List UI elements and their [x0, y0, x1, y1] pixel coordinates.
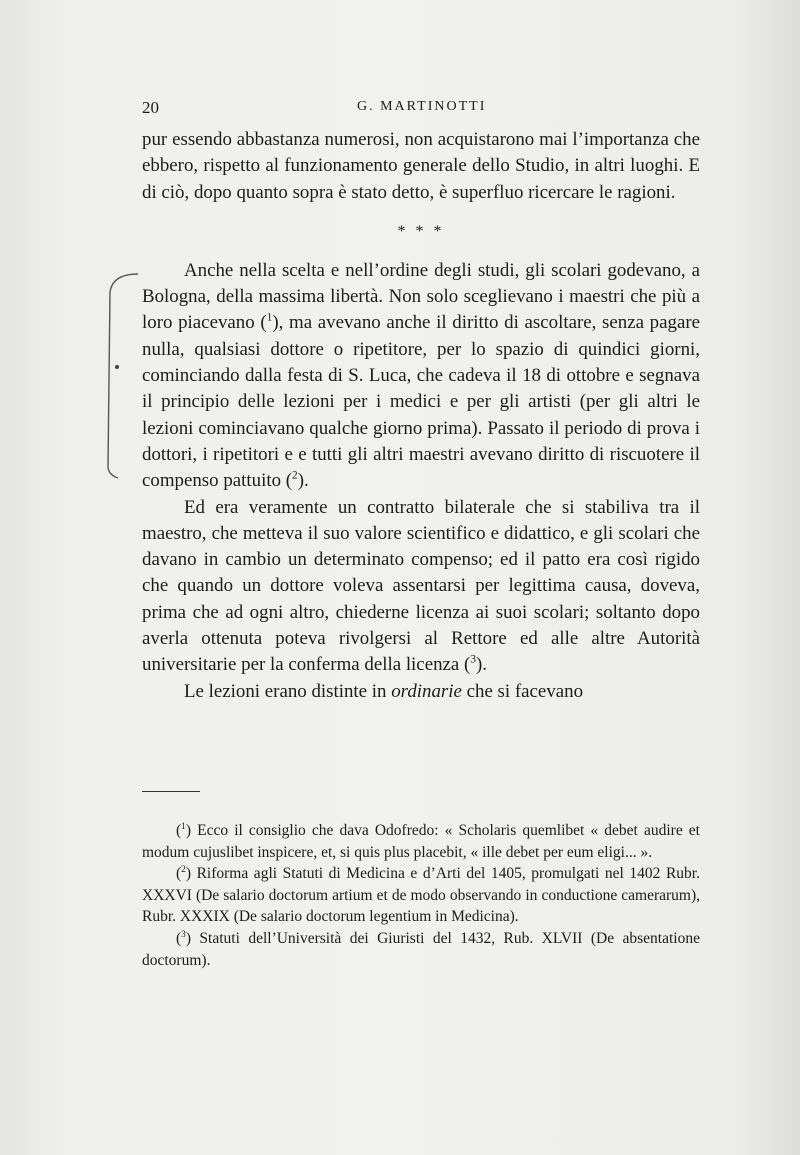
paragraph-3-text-b: ).: [475, 654, 487, 676]
paragraph-4-italic: ordinarie: [391, 680, 462, 702]
footnote-text: Ecco il consiglio che dava Odofredo: « Scholaris quemlibet « debet audire et modum cujuslibet inspicere, et, si quis plus placebit, « ille debet per eum eligi... ».: [142, 822, 700, 861]
footnote-ref-1: 1: [266, 312, 273, 325]
main-text: [142, 127, 700, 705]
footnote-text: Riforma agli Statuti di Medicina e d’Arti del 1405, promulgati nel 1402 Rubr. XXXVI (De salario doctorum artium et de modo observando in conductione camerarum), Rubr. XXXIX (De salario doctorum legentium in Medicina).: [142, 865, 700, 926]
footnotes: [142, 820, 700, 971]
footnote-text: Statuti dell’Università dei Giuristi del 1432, Rub. XLVII (De absentatione doctorum).: [142, 929, 700, 969]
footnote-mark: 2: [181, 865, 186, 876]
paragraph-3: [142, 495, 700, 679]
paragraph-1: pur essendo abbastanza numerosi, non acquistarono mai l’importanza che ebbero, rispetto al funzionamento generale dello Studio, in altri luoghi. E di ciò, dopo quanto sopra è stato detto, è superfluo ricercare le ragioni.: [142, 129, 700, 203]
paragraph-3-text-a: Ed era veramente un contratto bilaterale che si stabiliva tra il maestro, che metteva il suo valore scientifico e didattico, e gli scolari che davano in cambio un determinato compenso; ed il patto era così rigido che quando un dottore voleva assentarsi per legittima causa, doveva, prima che ad ogni altro, chiederne licenza ai suoi scolari; soltanto dopo averla ottenuta poteva rivolgersi al Rettore ed alle altre Autorità universitarie per la conferma della licenza (: [142, 496, 700, 676]
footnote: ($^2$) Riforma agli Statuti di Medicina e d’Arti del 1405, promulgati nel 1402 Rubr. XXXVI (De salario doctorum artium et de modo observando in conductione camerarum), Rubr. XXXIX (De salario doctorum legentium in Medicina).: [142, 865, 700, 926]
footnote-separator: [142, 791, 200, 792]
page-number: 20: [142, 98, 159, 117]
paragraph-2-text-a: Anche nella scelta e nell’ordine degli studi, gli scolari godevano, a Bologna, della massima libertà. Non solo sceglievano i maestri che più a loro piacevano (: [142, 259, 700, 334]
footnote: ($^1$) Ecco il consiglio che dava Odofredo: « Scholaris quemlibet « debet audire et modum cujuslibet inspicere, et, si quis plus placebit, « ille debet per eum eligi... ».: [142, 821, 700, 861]
paragraph-2: [142, 258, 700, 495]
section-asterism: * * *: [397, 222, 445, 240]
handwritten-margin-bracket-icon: [104, 270, 140, 480]
paragraph-4-text-a: Le lezioni erano distinte in: [184, 680, 392, 702]
paragraph-2-text-b: ), ma avevano anche il diritto di ascoltare, senza pagare nulla, qualsiasi dottore o ripetitore, per lo spazio di quindici giorni, cominciando dalla festa di S. Luca, che cadeva il 18 di ottobre e segnava il principio delle lezioni per i medici e per gli artisti (per gli altri le lezioni cominciavano qualche giorno prima). Passato il periodo di prova i dottori, i ripetitori e e tutti gli altri maestri avevano diritto di riscuotere il compenso pattuito (: [142, 312, 701, 492]
paragraph-4: [142, 679, 700, 705]
running-head-author: G. MARTINOTTI: [357, 99, 487, 114]
footnote-ref-2: 2: [292, 469, 298, 482]
running-head: [142, 98, 702, 122]
margin-dot: [115, 365, 119, 369]
footnote-ref-3: 3: [470, 654, 476, 667]
paragraph-4-text-b: che si facevano: [461, 680, 584, 702]
footnote-mark: 1: [181, 821, 186, 832]
footnote: ($^3$) Statuti dell’Università dei Giuristi del 1432, Rub. XLVII (De absentatione doctorum).: [142, 929, 700, 969]
paragraph-2-text-c: ).: [297, 470, 309, 492]
footnote-mark: 3: [181, 929, 186, 940]
